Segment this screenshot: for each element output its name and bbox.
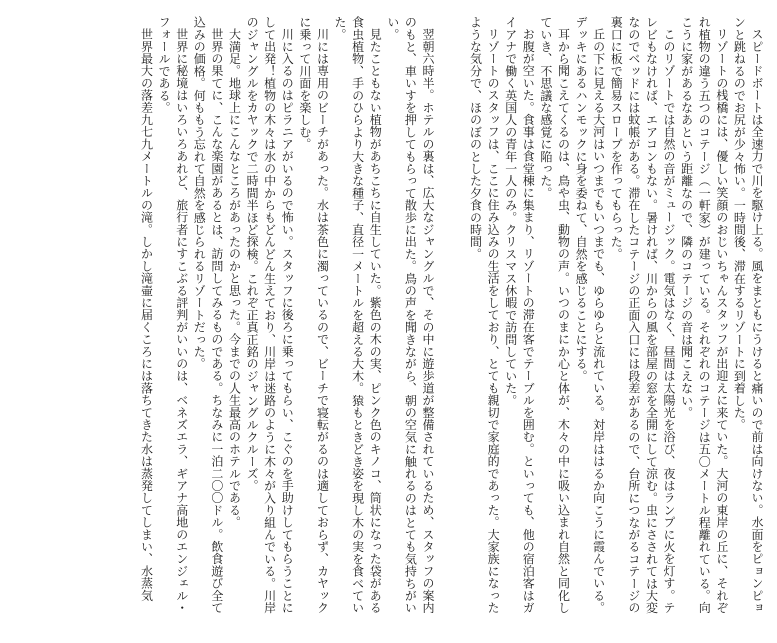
paragraph: このリゾートでは自然の音がミュージック。電気はなく、昼間は太陽光を浴び、夜はランプに火を灯す。テレビもなければ、エアコンもない。暑ければ、川からの風を部屋の窓を全開にして涼む。虫にさされては大変なのでベッドには蚊帳がある。滞在したコテージの正面入口には段差があるので、台所につながるコテージの裏口に板で簡易スロープを作ってもらった。 bbox=[609, 16, 677, 614]
paragraph: 耳から聞こえてくるのは、鳥や虫、動物の声。いつのまにか心と体が、木々の中に吸い込まれ自然と同化していき、不思議な感覚に陥った。 bbox=[538, 16, 571, 614]
paragraph: スピードボートは全速力で川を駆け上る。風をまともにうけると痛いので前は向けない。水面をピョンピョンと跳ねるのでお尻が少々怖い。一時間後、滞在するリゾートに到着した。 bbox=[732, 16, 764, 614]
paragraph: お腹が空いた。食事は食堂棟に集まり、リゾートの滞在客でテーブルを囲む。といっても、他の宿泊客はガイアナで働く英国人の青年一人のみ。クリスマス休暇で訪問していた。 bbox=[503, 16, 536, 614]
paragraph: リゾートの桟橋には、優しい笑顔のおじいちゃんスタッフが出迎えに来ていた。大河の東岸の丘に、それぞれ植物の違う五つのコテージ（一軒家）が建っている。それぞれのコテージは五〇メートル程離れている。向こうに家があるなあという距離なので、隣のコテージの音は聞こえない。 bbox=[679, 16, 729, 614]
paragraph: 丘の下に見える大河はいつまでもいつまでも、ゆらゆらと流れている。対岸ははるか向こうに霞んでいる。デッキにあるハンモックに身を委ねて、自然を感じることにする。 bbox=[574, 16, 606, 614]
paragraph: 翌朝六時半。ホテルの裏は、広大なジャングルで、その中に遊歩道が整備されているため、スタッフの案内のもと、車いすを押してもらって散歩に出た。鳥の声を聞きながら、朝の空気に触れるのはとても気持ちがいい。 bbox=[385, 16, 435, 614]
paragraph: 世界最大の落差九七九メートルの滝。しかし滝壷に届くころには落ちてきた水は蒸発してしまい、水蒸気 bbox=[139, 28, 154, 602]
paragraph: 大満足。地球上にこんなところがあったのかと思った。今までの人生最高のホテルである。 bbox=[227, 28, 242, 529]
paragraph: リゾートのスタッフは、ここに住み込みの生活をしており、とても親切で家庭的であった。大家族になったような気分で、ほのぼのとした夕食の時間。 bbox=[468, 16, 501, 614]
text-block-right bbox=[435, 16, 765, 624]
paragraph: 世界の果てに、こんな楽園があるとは、訪問してみるものである。ちなみに一泊二〇〇ドル。飲食遊び全て込みの価格。何ももう忘れて自然を感じられるリゾートだった。 bbox=[192, 16, 224, 614]
paragraph: 見たこともない植物があちこちに自生していた。紫色の木の実、ピンク色のキノコ、筒状になった袋がある食虫植物、手のひらより大きな種子、直径一メートルを超える大木。猿もときどき姿を現し木の実を食べていた。 bbox=[333, 16, 383, 614]
paragraph: 川には専用のビーチがあった。水は茶色に濁っているので、ビーチで寝転がるのは適しておらず、カヤックに乗って川面を楽しむ。 bbox=[297, 16, 330, 614]
paragraph: 川に入るのはピラニアがいるので怖い。スタッフに後ろに乗ってもらい、こぐのを手助けしてもらうことにして出発！植物の木々は水の中からもどんどん生えており、川岸は迷路のように木々が入り組んでいる。川岸のジャングルをカヤックで二時間半ほど探検。これぞ正真正銘のジャングルクルーズ。 bbox=[245, 16, 295, 614]
paragraph: 世界に秘境はいろいろあれど、旅行者にすこぶる評判がいいのは、ベネズエラ、ギアナ高地のエンジェル・フォールである。 bbox=[157, 16, 189, 614]
text-block-left bbox=[26, 16, 436, 624]
